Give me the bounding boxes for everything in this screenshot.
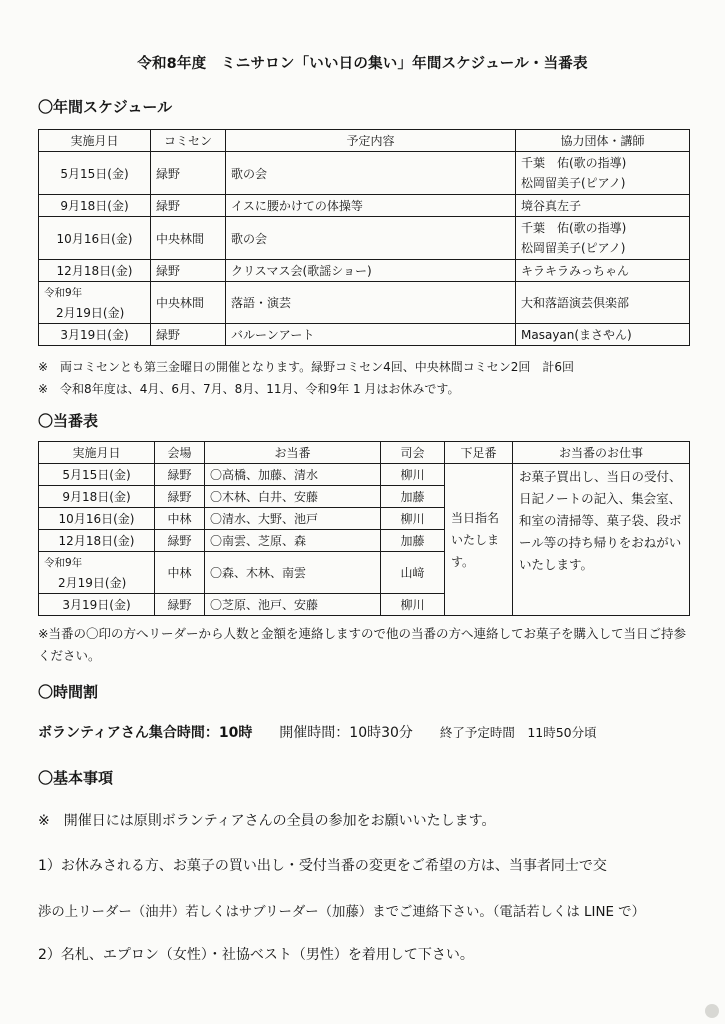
schedule-date: 3月19日(金) bbox=[39, 324, 151, 346]
duty-header-tasks: お当番のお仕事 bbox=[513, 442, 690, 464]
duty-header-shoe: 下足番 bbox=[445, 442, 513, 464]
schedule-partner bbox=[516, 217, 690, 260]
duty-table bbox=[38, 441, 690, 616]
duty-shoe-text: 当日指名いたします。 bbox=[451, 510, 500, 569]
schedule-partner-line2: 松岡留美子(ピアノ) bbox=[521, 241, 626, 255]
basics-line-2: 1）お休みされる方、お菓子の買い出し・受付当番の変更をご希望の方は、当事者同士で交 bbox=[38, 858, 607, 874]
duty-members: 〇木林、白井、安藤 bbox=[205, 486, 381, 508]
schedule-date-main: 2月19日(金) bbox=[56, 305, 125, 320]
duty-venue: 緑野 bbox=[155, 486, 205, 508]
duty-header-mc: 司会 bbox=[381, 442, 445, 464]
basics-line-1: ※ 開催日には原則ボランティアさんの全員の参加をお願いいたします。 bbox=[38, 813, 496, 829]
schedule-partner-line2: 松岡留美子(ピアノ) bbox=[521, 176, 626, 190]
duty-venue: 緑野 bbox=[155, 594, 205, 616]
schedule-header-center: コミセン bbox=[151, 130, 226, 152]
scan-mark bbox=[705, 1004, 719, 1018]
duty-row bbox=[39, 464, 690, 486]
schedule-content: バルーンアート bbox=[226, 324, 516, 346]
schedule-center: 緑野 bbox=[151, 324, 226, 346]
start-time: 開催時間：10時30分 bbox=[279, 725, 413, 741]
gather-time: ボランティアさん集合時間：10時 bbox=[38, 725, 253, 741]
schedule-center: 緑野 bbox=[151, 152, 226, 195]
schedule-header-date: 実施月日 bbox=[39, 130, 151, 152]
duty-tasks-text: お菓子買出し、当日の受付、日記ノートの記入、集会室、和室の清掃等、菓子袋、段ボール等の持ち帰りをおねがいいたします。 bbox=[519, 469, 682, 572]
timetable-heading: 〇時間割 bbox=[38, 683, 99, 701]
duty-date-main: 2月19日(金) bbox=[58, 575, 127, 590]
duty-mc: 柳川 bbox=[381, 464, 445, 486]
end-time: 終了予定時間 11時50分頃 bbox=[439, 725, 597, 740]
duty-members: 〇清水、大野、池戸 bbox=[205, 508, 381, 530]
schedule-row bbox=[39, 152, 690, 195]
schedule-partner: 境谷真左子 bbox=[516, 195, 690, 217]
duty-date: 9月18日(金) bbox=[39, 486, 155, 508]
duty-mc: 山﨑 bbox=[381, 552, 445, 594]
duty-header-members: お当番 bbox=[205, 442, 381, 464]
schedule-content: 歌の会 bbox=[226, 217, 516, 260]
schedule-date-prefix: 令和9年 bbox=[44, 286, 83, 299]
basics-heading: 〇基本事項 bbox=[38, 769, 114, 787]
duty-venue: 緑野 bbox=[155, 464, 205, 486]
schedule-content: イスに腰かけての体操等 bbox=[226, 195, 516, 217]
schedule-row bbox=[39, 324, 690, 346]
schedule-note-1: ※ 両コミセンとも第三金曜日の開催となります。緑野コミセン4回、中央林間コミセン2回 計6回 bbox=[38, 360, 575, 374]
schedule-table bbox=[38, 129, 690, 346]
duty-mc: 加藤 bbox=[381, 486, 445, 508]
duty-shoe-cell bbox=[445, 464, 513, 616]
duty-venue: 中林 bbox=[155, 508, 205, 530]
duty-members: 〇森、木林、南雲 bbox=[205, 552, 381, 594]
duty-date-prefix: 令和9年 bbox=[44, 556, 83, 569]
schedule-row bbox=[39, 217, 690, 260]
duty-header-date: 実施月日 bbox=[39, 442, 155, 464]
duty-members: 〇芝原、池戸、安藤 bbox=[205, 594, 381, 616]
duty-date: 5月15日(金) bbox=[39, 464, 155, 486]
duty-mc: 柳川 bbox=[381, 508, 445, 530]
duty-date bbox=[39, 552, 155, 594]
schedule-date: 9月18日(金) bbox=[39, 195, 151, 217]
schedule-partner-line1: 千葉 佑(歌の指導) bbox=[521, 221, 627, 235]
schedule-note-2: ※ 令和8年度は、4月、6月、7月、8月、11月、令和9年 1 月はお休みです。 bbox=[38, 382, 460, 396]
duty-venue: 中林 bbox=[155, 552, 205, 594]
schedule-header-content: 予定内容 bbox=[226, 130, 516, 152]
schedule-partner-line1: 千葉 佑(歌の指導) bbox=[521, 156, 627, 170]
schedule-partner: Masayan(まさやん) bbox=[516, 324, 690, 346]
schedule-center: 中央林間 bbox=[151, 217, 226, 260]
schedule-date: 5月15日(金) bbox=[39, 152, 151, 195]
duty-header-row bbox=[39, 442, 690, 464]
schedule-header-partner: 協力団体・講師 bbox=[516, 130, 690, 152]
duty-venue: 緑野 bbox=[155, 530, 205, 552]
duty-date: 10月16日(金) bbox=[39, 508, 155, 530]
duty-mc: 加藤 bbox=[381, 530, 445, 552]
duty-members: 〇南雲、芝原、森 bbox=[205, 530, 381, 552]
basics-line-4: 2）名札、エプロン（女性）・社協ベスト（男性）を着用して下さい。 bbox=[38, 947, 474, 963]
schedule-row bbox=[39, 260, 690, 282]
timetable-line bbox=[38, 722, 597, 742]
schedule-content: 落語・演芸 bbox=[226, 282, 516, 324]
duty-mc: 柳川 bbox=[381, 594, 445, 616]
schedule-row bbox=[39, 195, 690, 217]
schedule-header-row bbox=[39, 130, 690, 152]
duty-heading: 〇当番表 bbox=[38, 412, 99, 430]
duty-members: 〇高橋、加藤、清水 bbox=[205, 464, 381, 486]
duty-note: ※当番の〇印の方へリーダーから人数と金額を連絡しますので他の当番の方へ連絡してお菓子を購入して当日ご持参ください。 bbox=[38, 626, 686, 663]
schedule-content: クリスマス会(歌謡ショー) bbox=[226, 260, 516, 282]
schedule-partner: キラキラみっちゃん bbox=[516, 260, 690, 282]
schedule-heading: 〇年間スケジュール bbox=[38, 98, 173, 116]
duty-header-venue: 会場 bbox=[155, 442, 205, 464]
schedule-center: 緑野 bbox=[151, 195, 226, 217]
schedule-center: 緑野 bbox=[151, 260, 226, 282]
schedule-partner: 大和落語演芸倶楽部 bbox=[516, 282, 690, 324]
schedule-row bbox=[39, 282, 690, 324]
schedule-date bbox=[39, 282, 151, 324]
duty-date: 12月18日(金) bbox=[39, 530, 155, 552]
schedule-date: 10月16日(金) bbox=[39, 217, 151, 260]
duty-tasks-cell bbox=[513, 464, 690, 616]
schedule-content: 歌の会 bbox=[226, 152, 516, 195]
duty-date: 3月19日(金) bbox=[39, 594, 155, 616]
schedule-center: 中央林間 bbox=[151, 282, 226, 324]
basics-line-3: 渉の上リーダー（油井）若しくはサブリーダー（加藤）までご連絡下さい。（電話若しくは LINE で） bbox=[38, 905, 645, 920]
schedule-date: 12月18日(金) bbox=[39, 260, 151, 282]
schedule-partner bbox=[516, 152, 690, 195]
document-title: 令和8年度 ミニサロン「いい日の集い」年間スケジュール・当番表 bbox=[137, 56, 588, 72]
